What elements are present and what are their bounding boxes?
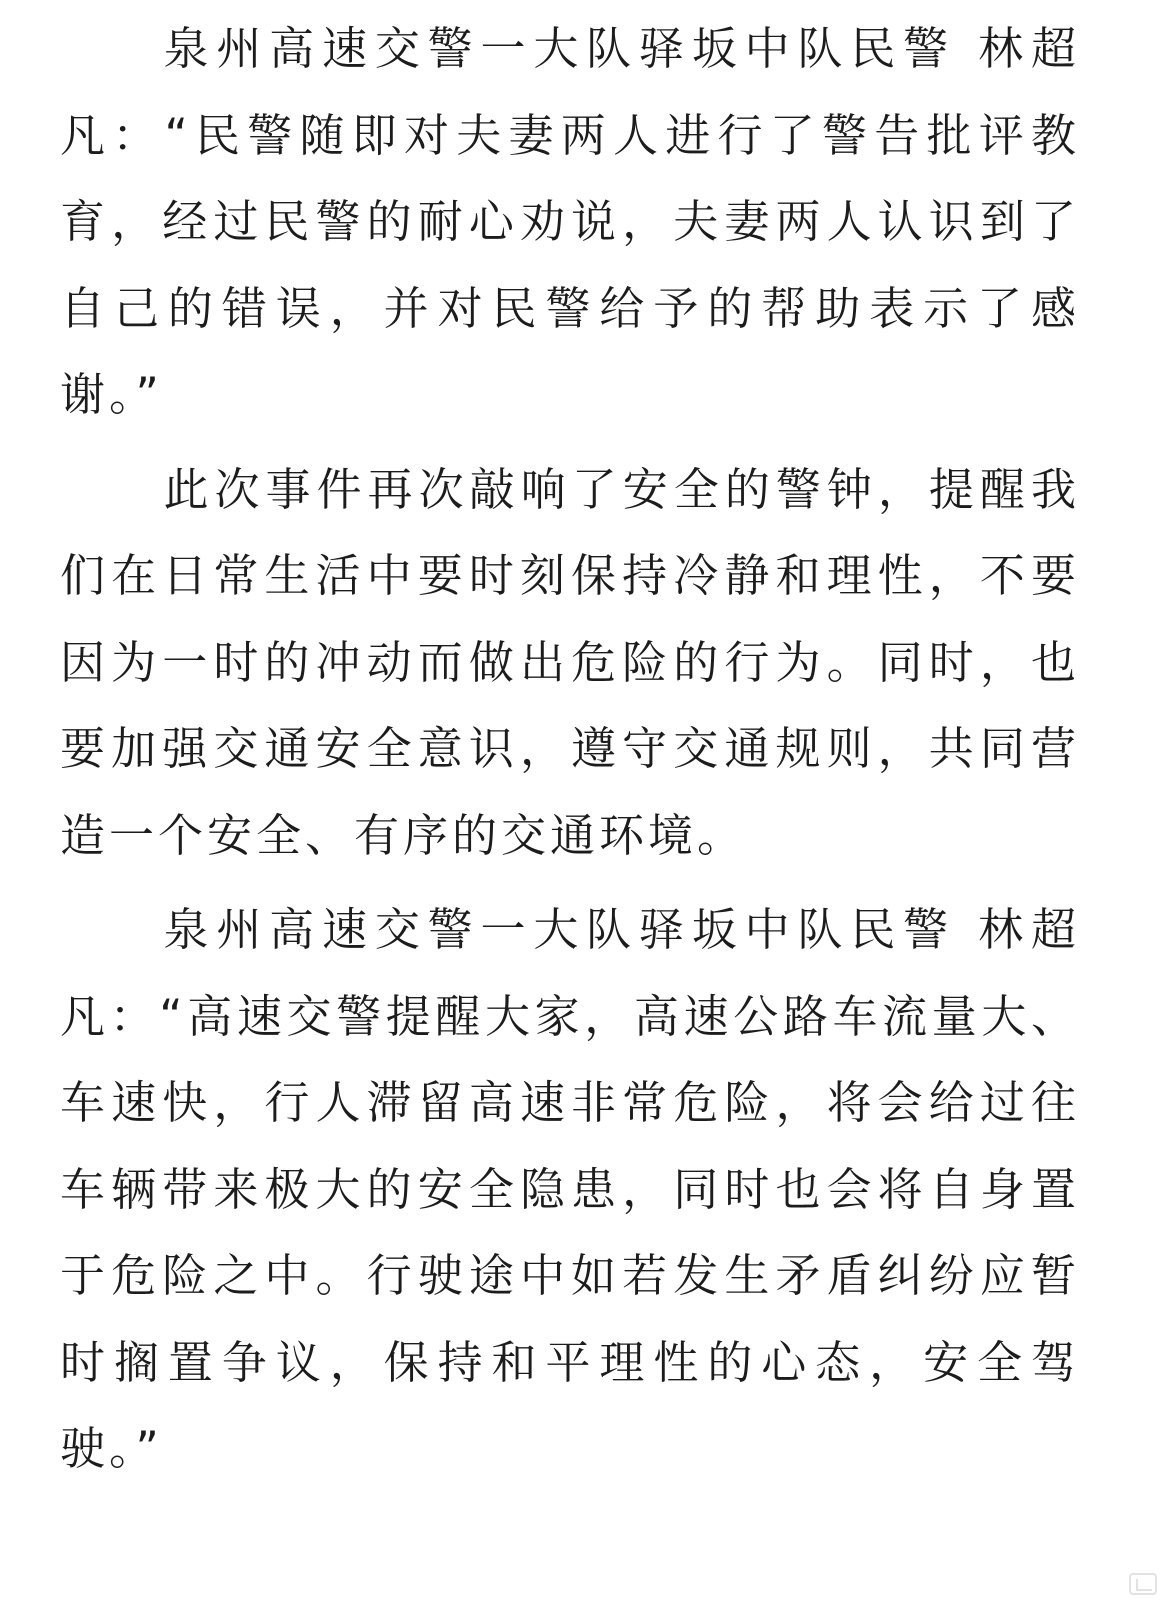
paragraph-quote-1: 泉州高速交警一大队驿坂中队民警 林超凡：“民警随即对夫妻两人进行了警告批评教育，经过民警的耐心劝说，夫妻两人认识到了自己的错误，并对民警给予的帮助表示了感谢。” [60,22,1080,421]
article-body [60,6,1080,1501]
paragraph-safety-reminder: 此次事件再次敲响了安全的警钟，提醒我们在日常生活中要时刻保持冷静和理性，不要因为一时的冲动而做出危险的行为。同时，也要加强交通安全意识，遵守交通规则，共同营造一个安全、有序的交通环境。 [60,462,1080,862]
paragraph-quote-2: 泉州高速交警一大队驿坂中队民警 林超凡：“高速交警提醒大家，高速公路车流量大、车速快，行人滞留高速非常危险，将会给过往车辆带来极大的安全隐患，同时也会将自身置于危险之中。行驶途中如若发生矛盾纠纷应暂时搁置争议，保持和平理性的心态，安全驾驶。” [60,903,1080,1475]
watermark-icon [1129,1573,1157,1595]
